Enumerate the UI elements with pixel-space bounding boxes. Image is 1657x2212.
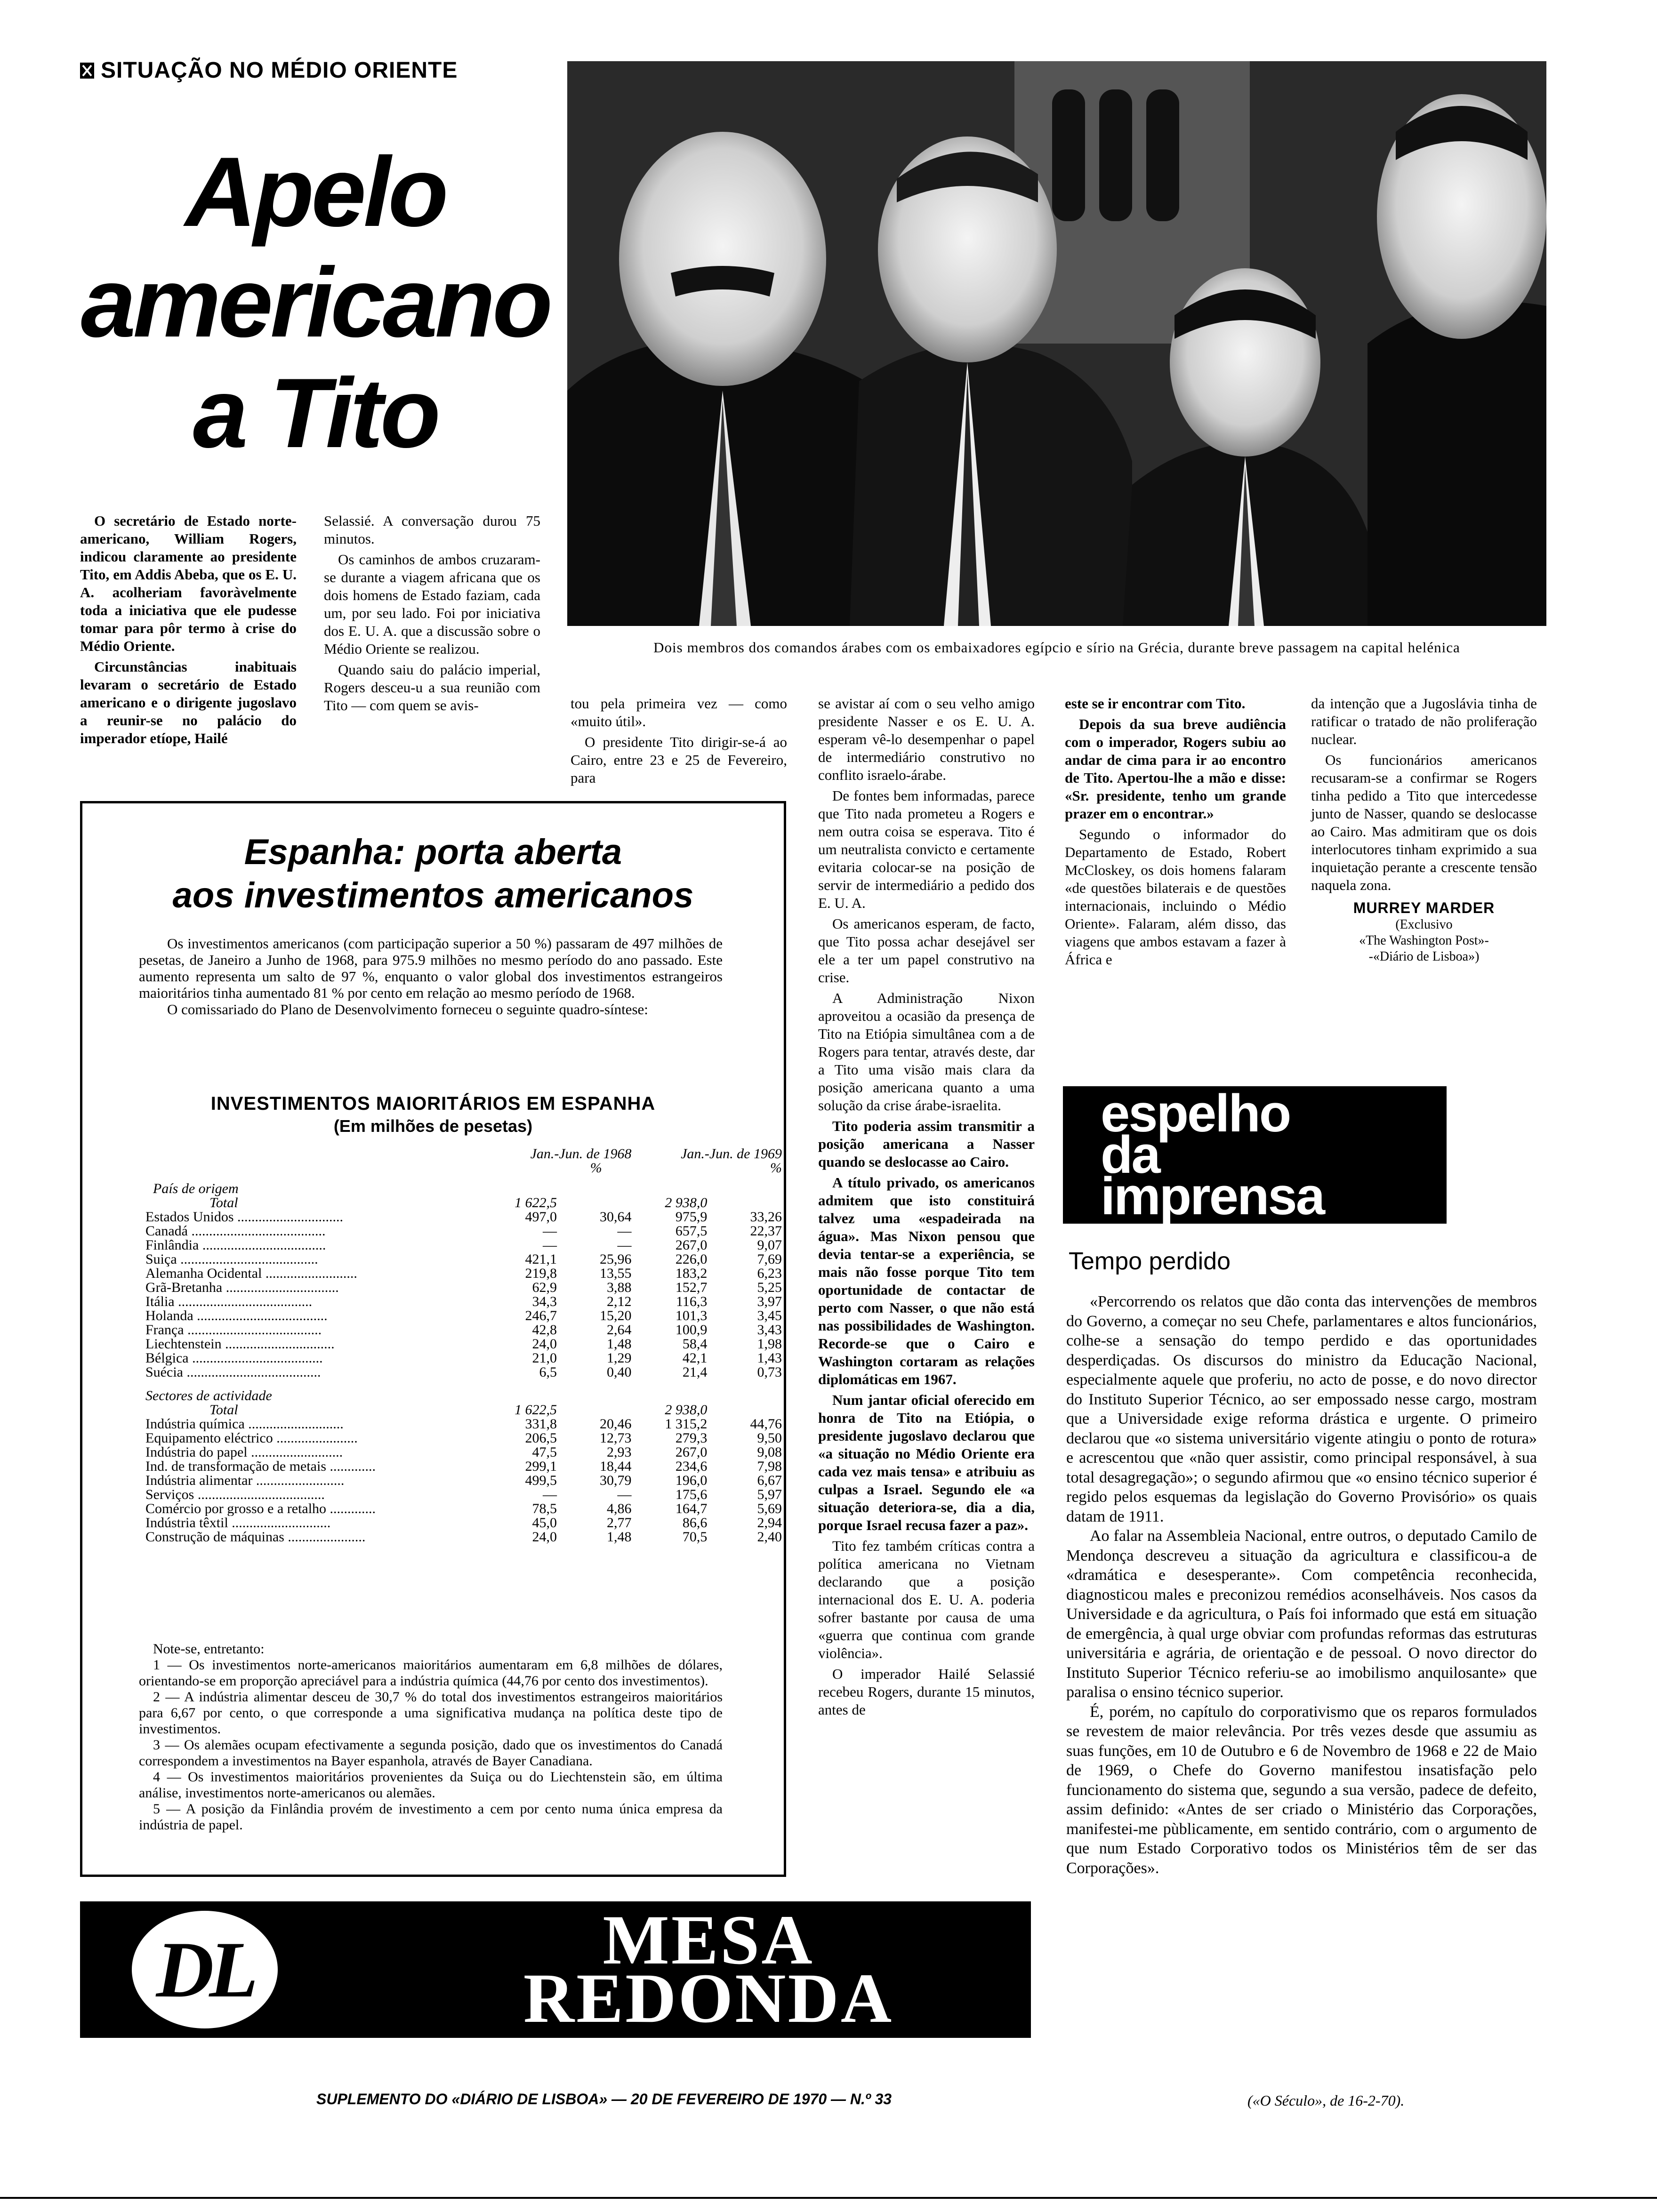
table-cell: 70,5 [682,1529,708,1545]
table-cell [559,1196,634,1210]
table-cell [559,1403,634,1417]
table-row [144,1309,784,1323]
table-row [144,1530,784,1544]
spain-notes [139,1641,723,1833]
table-cell: 30,64 [600,1209,632,1225]
mesa-redonda-title [395,1901,1022,2037]
table-cell: — [617,1487,632,1502]
table-row [144,1516,784,1530]
table-cell: 24,0 [532,1529,557,1545]
table-cell: 421,1 [525,1251,557,1267]
table-cell: 9,07 [757,1237,782,1253]
paragraph: O presidente Tito dirigir-se-á ao Cairo, entre 23 e 25 de Fevereiro, para [571,734,787,786]
table-cell: 657,5 [675,1223,708,1239]
paragraph: se avistar aí com o seu velho amigo presidente Nasser e os E. U. A. esperam vê-lo desempenhar o papel de intermediário construtivo no conflito israelo-árabe. [818,695,1035,783]
table-cell: 100,9 [675,1322,708,1338]
table-cell: 1,98 [757,1336,782,1352]
paragraph: Os funcionários americanos recusaram-se a confirmar se Rogers tinha pedido a Tito que intercedesse junto de Nasser, quando se deslocasse ao Cairo. Mas admitiram que os dois interlocutores tinham exprimido a sua inquietação perante a crescente tensão naquela zona. [1311,752,1537,893]
table-cell: 21,0 [532,1350,557,1366]
paragraph: Quando saiu do palácio imperial, Rogers desceu-u a sua reunião com Tito — com quem se avis- [324,661,540,713]
paragraph: «Percorrendo os relatos que dão conta das intervenções de membros do Governo, a começar no seu Chefe, parlamentares e altos funcionários, colhe-se a sensação do tempo perdido e das oportunidades desperdiçadas. Os discursos do ministro da Educação Nacional, especialmente aquele que proferiu, no acto de posse, e do novo director do Instituto Superior Técnico, ao ser empossado nesse cargo, mostram que a Universidade exige reforma drástica e urgente. O primeiro declarou que «o sistema universitário vigente atingiu o ponto de rotura» e acrescentou que «não quer assistir, como principal responsável, à sua total desagregação»; o segundo afirmou que «o ensino técnico superior é regido pelos esquemas da legislação do Governo Provisório» os quais datam de 1911. [1066,1293,1537,1525]
section-title: País de origem [153,1181,239,1196]
table-cell: 196,0 [675,1473,708,1488]
table-cell: Alemanha Ocidental .......................... [145,1266,357,1281]
table-cell: Suiça ....................................... [145,1252,318,1266]
table-cell: 152,7 [675,1280,708,1295]
byline-credit: «The Washington Post»- [1359,933,1489,948]
table-cell: 183,2 [675,1266,708,1281]
table-cell: 2 938,0 [665,1402,708,1418]
table-row [144,1459,784,1474]
table-row [144,1281,784,1295]
table-cell: 13,55 [600,1266,632,1281]
table-row [144,1224,784,1238]
paragraph: O imperador Hailé Selassié recebeu Rogers, durante 15 minutos, antes de [818,1666,1035,1718]
table-row [144,1417,784,1431]
title-line: Espanha: porta aberta [244,832,622,872]
table-cell [709,1196,784,1210]
column-header: % [770,1160,782,1176]
paragraph: 1 — Os investimentos norte-americanos maioritários aumentaram em 6,8 milhões de dólares, orientando-se em proporção apreciável para a indústria química (44,76 por cento dos investimentos). [139,1657,723,1689]
table-cell: — [542,1487,557,1502]
table-cell: Canadá ...................................... [145,1224,326,1238]
table-cell: 2,77 [607,1515,632,1531]
table-cell: 1,48 [607,1336,632,1352]
table-cell: 44,76 [750,1416,782,1432]
table-cell: 2,93 [607,1444,632,1460]
article-column-6 [1311,695,1537,965]
title-line: aos investimentos americanos [172,875,694,915]
table-cell: 34,3 [532,1294,557,1309]
table-cell: 499,5 [525,1473,557,1488]
table-cell: Grã-Bretanha ................................ [145,1281,339,1295]
table-cell: Holanda ..................................... [145,1309,328,1323]
table-cell: 9,50 [757,1430,782,1446]
table-row [144,1252,784,1266]
table-cell: Serviços .................................... [145,1488,325,1502]
table-row [144,1445,784,1459]
table-cell: Indústria do papel .......................... [145,1445,343,1459]
mesa-redonda-banner [80,1901,1031,2038]
table-cell: 12,73 [600,1430,632,1446]
table-cell: 15,20 [600,1308,632,1323]
table-row [144,1474,784,1488]
paragraph: Ao falar na Assembleia Nacional, entre outros, o deputado Camilo de Mendonça descreveu a situação da agricultura e classificou-a de «dramática e desesperante». Com competência reconhecida, diagnosticou males e preconizou remédios aconselháveis. Nos casos da Universidade e da agricultura, o País foi informado que está em situação de emergência, à qual urge obviar com profundas reformas das estruturas universitária e agrária, de orientação e de pessoal. O novo director do Instituto Superior Técnico referiu-se ao imobilismo anquilosante» que paralisa o ensino técnico superior. [1066,1527,1537,1701]
table-cell: Comércio por grosso e a retalho ............. [145,1502,376,1516]
paragraph: Tito fez também críticas contra a política americana no Vietnam declarando que a posição internacional dos E. U. A. poderia sofrer bastante por causa de uma «guerra que continua com grande violência». [818,1538,1035,1661]
table-cell: Indústria alimentar ......................... [145,1474,345,1488]
spain-box-title [82,831,784,917]
table-cell: 226,0 [675,1251,708,1267]
table-row [144,1365,784,1379]
paragraph: este se ir encontrar com Tito. [1065,695,1246,712]
paragraph: Os caminhos de ambos cruzaram-se durante a viagem africana que os dois homens de Estado faziam, cada um, por seu lado. Foi por iniciativa dos E. U. A. que a discussão sobre o Médio Oriente se realizou. [324,551,540,657]
table-row [144,1210,784,1224]
table-cell: 246,7 [525,1308,557,1323]
byline-credit: (Exclusivo [1395,917,1453,932]
table-cell: 42,1 [682,1350,708,1366]
table-cell: 45,0 [532,1515,557,1531]
headline-line: Apelo [185,136,446,247]
table-cell: 18,44 [600,1459,632,1474]
table-row [144,1295,784,1309]
table-row [144,1488,784,1502]
section-label: SITUAÇÃO NO MÉDIO ORIENTE [101,58,458,83]
table-cell: — [617,1223,632,1239]
table-row [144,1238,784,1252]
headline-line: a Tito [193,358,438,468]
table-cell: 5,25 [757,1280,782,1295]
espelho-da-imprensa-block [1063,1086,1447,1224]
table-cell: Bélgica ..................................... [145,1351,323,1365]
table-cell: 3,43 [757,1322,782,1338]
table-cell: 1 622,5 [514,1402,557,1418]
table-cell: 6,5 [539,1364,557,1380]
article-column-5 [1065,695,1286,971]
paragraph: tou pela primeira vez — como «muito útil». [571,695,787,729]
paragraph: O comissariado do Plano de Desenvolvimento forneceu o seguinte quadro-síntese: [167,1001,648,1018]
table-cell: Equipamento eléctrico ....................... [145,1431,358,1445]
paragraph: Segundo o informador do Departamento de Estado, Robert McCloskey, os dois homens falaram «de questões bilaterais e de questões internacionais, incluindo o Médio Oriente». Falaram, além disso, das viagens que ambos estavam a fazer à África e [1065,826,1286,968]
article-column-3 [571,695,787,790]
table-cell: Total [209,1402,238,1418]
table-cell: 1,43 [757,1350,782,1366]
table-cell: 0,40 [607,1364,632,1380]
table-cell: 7,98 [757,1459,782,1474]
paragraph: Os investimentos americanos (com participação superior a 50 %) passaram de 497 milhões de pesetas, de Janeiro a Junho de 1968, para 975.9 milhões no mesmo período do ano passado. Este aumento representa um salto de 97 %, enquanto o valor global dos investimentos estrangeiros maioritários tinha aumentado 81 % por cento em relação ao mesmo período de 1968. [139,935,723,1001]
table-cell: 7,69 [757,1251,782,1267]
table-row [144,1502,784,1516]
table-row [144,1196,784,1210]
table-cell: 2,64 [607,1322,632,1338]
article-column-4 [818,695,1035,1722]
main-headline [80,136,551,468]
table-row [144,1403,784,1417]
table-cell: 5,97 [757,1487,782,1502]
table-cell: Itália ...................................... [145,1295,313,1309]
table-cell: — [542,1237,557,1253]
paragraph: Circunstâncias inabituais levaram o secretário de Estado americano e o dirigente jugoslavo a reunir-se no palácio do imperador etíope, Hailé [80,658,297,746]
table-cell: 975,9 [675,1209,708,1225]
table-cell: — [542,1223,557,1239]
table-cell: 24,0 [532,1336,557,1352]
paragraph: 4 — Os investimentos maioritários provenientes da Suiça ou do Liechtenstein são, em última análise, investimentos norte-americanos ou alemães. [139,1769,723,1801]
news-photo [567,61,1546,626]
spain-box [80,801,786,1877]
table-cell: Ind. de transformação de metais ............. [145,1459,376,1474]
paragraph: 2 — A indústria alimentar desceu de 30,7 % do total dos investimentos estrangeiros maioritários para 6,67 por cento, o que corresponde a uma significativa mudança na política deste tipo de investimentos. [139,1689,723,1737]
table-cell: 267,0 [675,1444,708,1460]
table-cell: Indústria têxtil ............................ [145,1516,331,1530]
table-cell: 47,5 [532,1444,557,1460]
paragraph: 3 — Os alemães ocupam efectivamente a segunda posição, dado que os investimentos do Canadá correspondem a investimentos na Bayer espanhola, através de Bayer Canadiana. [139,1737,723,1769]
paragraph: 5 — A posição da Finlândia provém de investimento a cem por cento numa única empresa da indústria de papel. [139,1801,723,1833]
table-cell: 78,5 [532,1501,557,1516]
table-cell: 2,12 [607,1294,632,1309]
table-cell: França ...................................... [145,1323,322,1337]
table-cell: 9,08 [757,1444,782,1460]
table-subtitle: (Em milhões de pesetas) [333,1116,533,1136]
block-line: espelho [1101,1084,1290,1143]
table-cell: Finlândia ................................... [145,1238,326,1252]
block-line: imprensa [1101,1167,1324,1226]
table-cell: Total [209,1195,238,1210]
article-column-1 [80,512,297,750]
table-cell: 3,45 [757,1308,782,1323]
table-cell: 2 938,0 [665,1195,708,1210]
table-cell: 2,94 [757,1515,782,1531]
paragraph: Note-se, entretanto: [153,1641,265,1657]
espelho-text [1066,1292,1537,1878]
espelho-title: Tempo perdido [1069,1248,1231,1275]
table-row [144,1266,784,1281]
table-cell: 25,96 [600,1251,632,1267]
headline-line: americano [80,247,550,358]
table-row [144,1431,784,1445]
table-cell: 331,8 [525,1416,557,1432]
table-cell: 1,48 [607,1529,632,1545]
table-cell: 1 315,2 [665,1416,708,1432]
table-cell: 3,97 [757,1294,782,1309]
table-cell: 175,6 [675,1487,708,1502]
table-cell: 279,3 [675,1430,708,1446]
dl-logo-text: DL [156,1925,254,2014]
photo-caption: Dois membros dos comandos árabes com os embaixadores egípcio e sírio na Grécia, durante breve passagem na capital helénica [653,639,1460,656]
table-cell: 21,4 [682,1364,708,1380]
table-cell: 497,0 [525,1209,557,1225]
paragraph: É, porém, no capítulo do corporativismo que os reparos formulados se revestem de maior relevância. Por três vezes desde que assumiu as suas funções, em 10 de Outubro e 6 de Novembro de 1968 e 22 de Maio de 1969, o Chefe do Governo manifestou insatisfação pelo funcionamento do sistema que, segundo a sua versão, padece de defeito, assim definido: «Antes de ser criado o Ministério das Corporações, manifestei-me pùblicamente, em sentido contrário, com o argumento de que num Estado Corporativo todos os Ministérios têm de ser das Corporações». [1066,1703,1537,1877]
paragraph: Selassié. A conversação durou 75 minutos. [324,513,540,547]
table-cell: 299,1 [525,1459,557,1474]
espelho-source: («O Século», de 16-2-70). [1247,2092,1405,2109]
column-header: % [590,1160,602,1176]
paragraph: Os americanos esperam, de facto, que Tito possa achar desejável ser ele a ter um papel construtivo na crise. [818,915,1035,986]
article-column-2 [324,512,540,717]
table-cell: 101,3 [675,1308,708,1323]
table-cell: Liechtenstein ............................... [145,1337,335,1351]
dl-logo [132,1911,278,2028]
table-cell: Estados Unidos .............................. [145,1210,343,1224]
spain-intro [139,935,723,1018]
byline: MURREY MARDER [1353,899,1495,916]
table-cell: 58,4 [682,1336,708,1352]
table-cell: 0,73 [757,1364,782,1380]
table-cell: 1,29 [607,1350,632,1366]
table-cell: 4,86 [607,1501,632,1516]
title-line: REDONDA [523,1959,894,2037]
table-cell: 5,69 [757,1501,782,1516]
table-cell: 267,0 [675,1237,708,1253]
table-cell: Construção de máquinas ...................... [145,1530,366,1544]
table-cell: 219,8 [525,1266,557,1281]
paragraph: Num jantar oficial oferecido em honra de Tito na Etiópia, o presidente jugoslavo declarou que «a situação no Médio Oriente era cada vez mais tensa» e atribuiu as culpas a Israel. Segundo ele «a situação deteriora-se, dia a dia, porque Israel recusa fazer a paz». [818,1392,1035,1533]
table-cell: 116,3 [676,1294,708,1309]
table-cell: 234,6 [675,1459,708,1474]
table-cell: 42,8 [532,1322,557,1338]
table-row [144,1337,784,1351]
title-line: MESA [603,1901,814,1979]
table-cell: — [617,1237,632,1253]
table-cell: 1 622,5 [514,1195,557,1210]
paragraph: A Administração Nixon aproveitou a ocasião da presença de Tito na Etiópia simultânea com a de Rogers para tentar, através deste, dar a Tito uma visão mais clara da posição americana quanto a uma solução da crise árabe-israelita. [818,990,1035,1114]
page-footer: SUPLEMENTO DO «DIÁRIO DE LISBOA» — 20 DE FEVEREIRO DE 1970 — N.º 33 [316,2091,892,2108]
table-row [144,1323,784,1337]
byline-credit: -«Diário de Lisboa») [1368,949,1480,964]
table-cell: 30,79 [600,1473,632,1488]
table-cell: 3,88 [607,1280,632,1295]
table-cell: 6,67 [757,1473,782,1488]
table-title: INVESTIMENTOS MAIORITÁRIOS EM ESPANHA [210,1093,656,1114]
paragraph: O secretário de Estado norte-americano, William Rogers, indicou claramente ao presidente Tito, em Addis Abeba, que os E. U. A. acolheriam favoràvelmente toda a iniciativa que ele pudesse tomar para pôr termo à crise do Médio Oriente. [80,513,297,654]
square-x-icon [80,63,94,79]
table-cell: 33,26 [750,1209,782,1225]
paragraph: A título privado, os americanos admitem que isto constituirá talvez uma «espadeirada na água». Mas Nixon pensou que devia tentar-se a experiência, se mais não fosse porque Tito tem oportunidade de contactar de perto com Nasser, o que não está nas possibilidades de Washington. Recorde-se que o Cairo e Washington cortaram as relações diplomáticas em 1967. [818,1174,1035,1387]
section-tag [80,57,458,84]
section-title: Sectores de actividade [145,1388,272,1403]
column-header: Jan.-Jun. de 1968 [530,1146,632,1162]
paragraph: Depois da sua breve audiência com o imperador, Rogers subiu ao andar de cima para ir ao encontro de Tito. Apertou-lhe a mão e disse: «Sr. presidente, tenho um grande prazer em o encontrar.» [1065,716,1286,822]
table-cell: 164,7 [675,1501,708,1516]
table-cell [709,1403,784,1417]
paragraph: De fontes bem informadas, parece que Tito nada prometeu a Rogers e nem outra coisa se esperava. Tito é um neutralista convicto e certamente evitaria colocar-se na posição de servir de intermediário a pedido dos E. U. A. [818,787,1035,911]
table-cell: 206,5 [525,1430,557,1446]
table-cell: 22,37 [750,1223,782,1239]
table-row [144,1351,784,1365]
table-cell: 62,9 [532,1280,557,1295]
paragraph: Tito poderia assim transmitir a posição americana a Nasser quando se deslocasse ao Cairo. [818,1118,1035,1170]
table-cell: 86,6 [682,1515,708,1531]
table-cell: Indústria química ........................... [145,1417,344,1431]
column-header: Jan.-Jun. de 1969 [681,1146,782,1162]
block-line: da [1101,1125,1159,1184]
table-cell: 6,23 [757,1266,782,1281]
investment-table [144,1147,784,1544]
table-cell: 2,40 [757,1529,782,1545]
table-cell: 20,46 [600,1416,632,1432]
paragraph: da intenção que a Jugoslávia tinha de ratificar o tratado de não proliferação nuclear. [1311,695,1537,747]
table-cell: Suécia ...................................... [145,1365,321,1379]
